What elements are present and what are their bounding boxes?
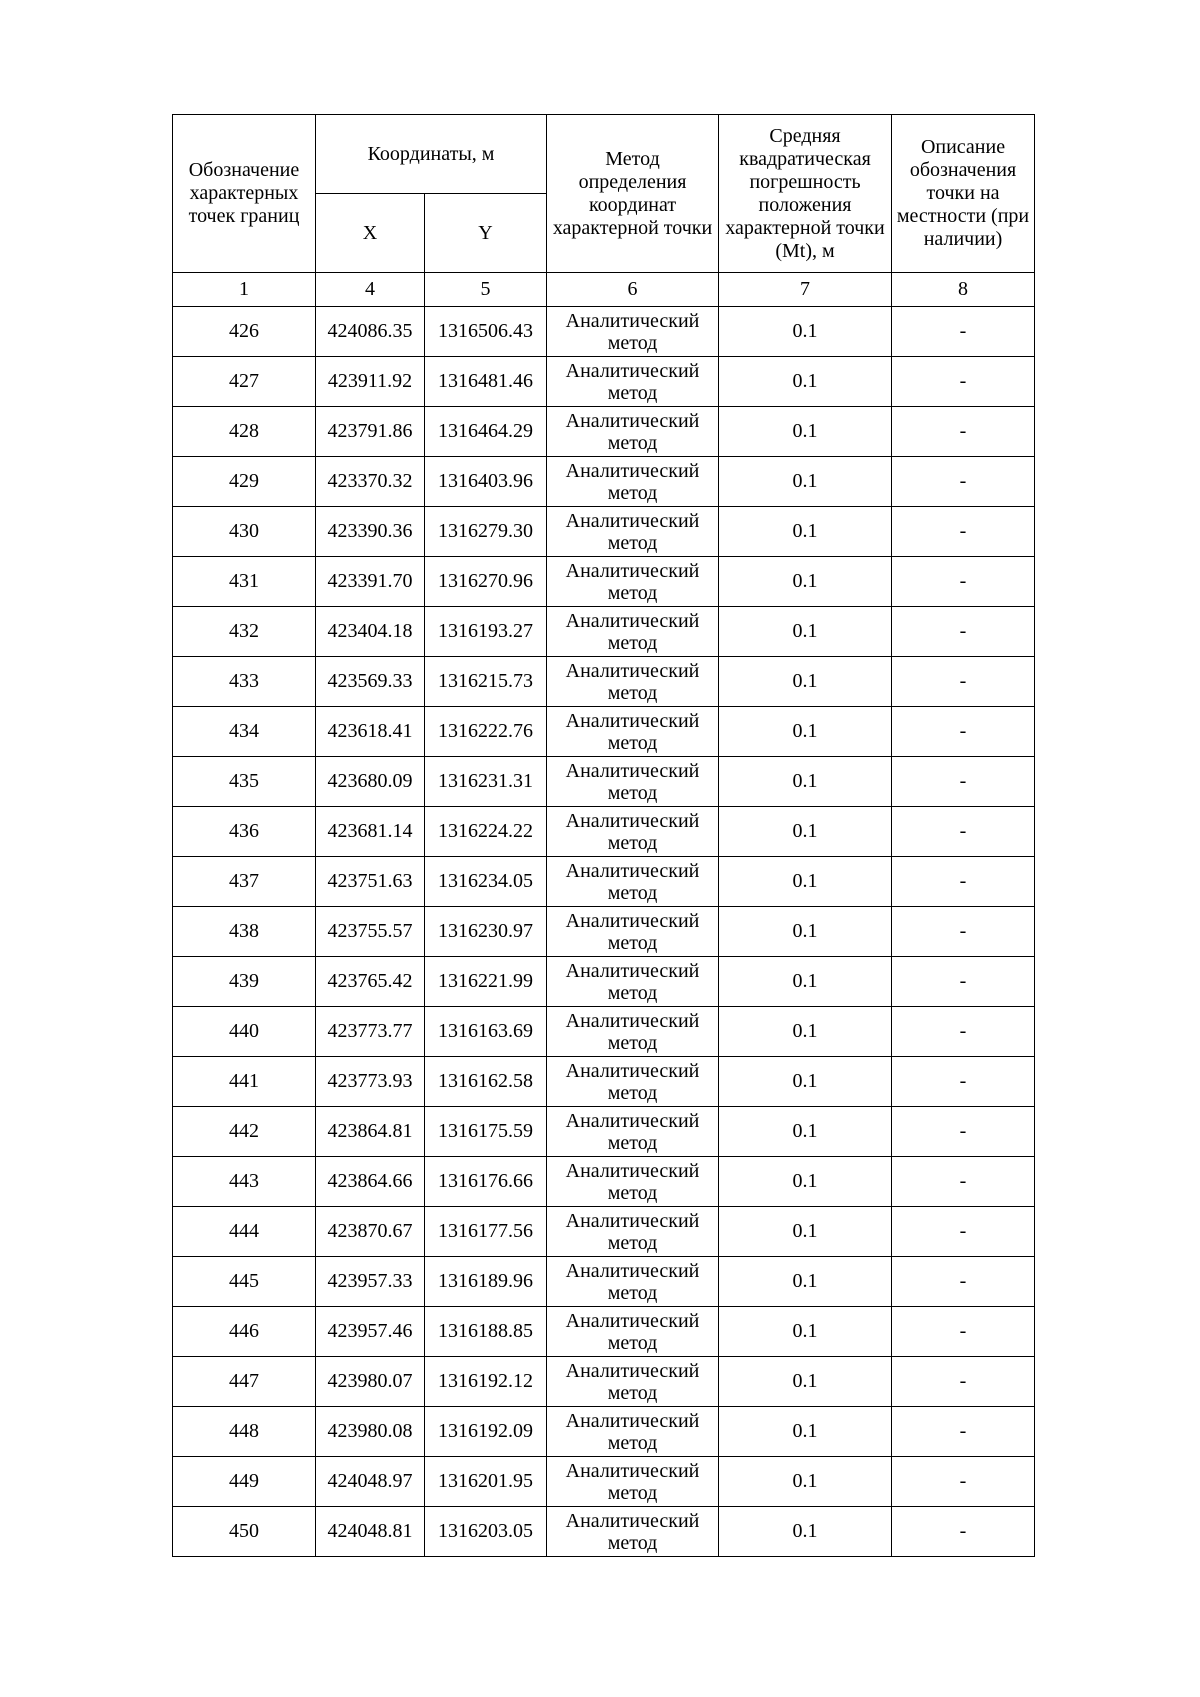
cell-point: 441 <box>173 1057 316 1107</box>
cell-method: Аналитический метод <box>547 1457 719 1507</box>
cell-error: 0.1 <box>719 1107 892 1157</box>
cell-method: Аналитический метод <box>547 657 719 707</box>
table-row <box>173 707 1035 757</box>
table-row <box>173 1407 1035 1457</box>
cell-error: 0.1 <box>719 807 892 857</box>
cell-method: Аналитический метод <box>547 557 719 607</box>
cell-y: 1316221.99 <box>425 957 547 1007</box>
cell-y: 1316224.22 <box>425 807 547 857</box>
cell-description: - <box>892 457 1035 507</box>
cell-error: 0.1 <box>719 357 892 407</box>
cell-description: - <box>892 807 1035 857</box>
cell-description: - <box>892 657 1035 707</box>
cell-x: 423569.33 <box>316 657 425 707</box>
cell-method: Аналитический метод <box>547 1257 719 1307</box>
cell-y: 1316203.05 <box>425 1507 547 1557</box>
cell-method: Аналитический метод <box>547 507 719 557</box>
cell-y: 1316192.12 <box>425 1357 547 1407</box>
cell-method: Аналитический метод <box>547 1157 719 1207</box>
cell-y: 1316481.46 <box>425 357 547 407</box>
cell-x: 423791.86 <box>316 407 425 457</box>
cell-y: 1316192.09 <box>425 1407 547 1457</box>
cell-point: 434 <box>173 707 316 757</box>
cell-x: 423681.14 <box>316 807 425 857</box>
header-mean-error: Средняя квадратическая погрешность положения характерной точки (Mt), м <box>719 115 892 273</box>
cell-point: 438 <box>173 907 316 957</box>
table-row <box>173 507 1035 557</box>
table-row <box>173 657 1035 707</box>
column-number: 7 <box>719 273 892 307</box>
cell-y: 1316279.30 <box>425 507 547 557</box>
table-row <box>173 1107 1035 1157</box>
cell-error: 0.1 <box>719 857 892 907</box>
cell-method: Аналитический метод <box>547 407 719 457</box>
cell-point: 428 <box>173 407 316 457</box>
table-row <box>173 1357 1035 1407</box>
cell-error: 0.1 <box>719 657 892 707</box>
cell-error: 0.1 <box>719 407 892 457</box>
cell-method: Аналитический метод <box>547 1057 719 1107</box>
cell-description: - <box>892 507 1035 557</box>
cell-x: 423404.18 <box>316 607 425 657</box>
cell-error: 0.1 <box>719 757 892 807</box>
cell-error: 0.1 <box>719 1207 892 1257</box>
table-row <box>173 1057 1035 1107</box>
cell-description: - <box>892 1307 1035 1357</box>
column-number: 5 <box>425 273 547 307</box>
cell-x: 424086.35 <box>316 307 425 357</box>
cell-x: 423980.08 <box>316 1407 425 1457</box>
table-row <box>173 607 1035 657</box>
table-row <box>173 807 1035 857</box>
cell-method: Аналитический метод <box>547 307 719 357</box>
cell-error: 0.1 <box>719 707 892 757</box>
header-coordinates: Координаты, м <box>316 115 547 194</box>
table-row <box>173 1507 1035 1557</box>
cell-error: 0.1 <box>719 1157 892 1207</box>
cell-x: 423773.93 <box>316 1057 425 1107</box>
header-point-designation: Обозначение характерных точек границ <box>173 115 316 273</box>
cell-description: - <box>892 907 1035 957</box>
column-number: 4 <box>316 273 425 307</box>
cell-method: Аналитический метод <box>547 957 719 1007</box>
cell-x: 423980.07 <box>316 1357 425 1407</box>
header-x: X <box>316 194 425 273</box>
cell-description: - <box>892 307 1035 357</box>
cell-point: 435 <box>173 757 316 807</box>
cell-error: 0.1 <box>719 1007 892 1057</box>
cell-error: 0.1 <box>719 557 892 607</box>
cell-method: Аналитический метод <box>547 1007 719 1057</box>
cell-x: 423390.36 <box>316 507 425 557</box>
cell-point: 449 <box>173 1457 316 1507</box>
cell-description: - <box>892 557 1035 607</box>
cell-x: 423864.66 <box>316 1157 425 1207</box>
cell-description: - <box>892 1357 1035 1407</box>
cell-x: 423864.81 <box>316 1107 425 1157</box>
cell-x: 423870.67 <box>316 1207 425 1257</box>
table-row <box>173 307 1035 357</box>
cell-error: 0.1 <box>719 1507 892 1557</box>
cell-point: 430 <box>173 507 316 557</box>
cell-description: - <box>892 407 1035 457</box>
cell-point: 426 <box>173 307 316 357</box>
cell-point: 444 <box>173 1207 316 1257</box>
cell-y: 1316234.05 <box>425 857 547 907</box>
cell-point: 429 <box>173 457 316 507</box>
table-row <box>173 857 1035 907</box>
cell-description: - <box>892 857 1035 907</box>
cell-description: - <box>892 957 1035 1007</box>
cell-method: Аналитический метод <box>547 757 719 807</box>
header-method: Метод определения координат характерной точки <box>547 115 719 273</box>
cell-x: 423391.70 <box>316 557 425 607</box>
cell-x: 423911.92 <box>316 357 425 407</box>
cell-x: 423618.41 <box>316 707 425 757</box>
cell-description: - <box>892 757 1035 807</box>
cell-y: 1316188.85 <box>425 1307 547 1357</box>
cell-description: - <box>892 1407 1035 1457</box>
cell-x: 423680.09 <box>316 757 425 807</box>
cell-method: Аналитический метод <box>547 1357 719 1407</box>
cell-method: Аналитический метод <box>547 857 719 907</box>
cell-description: - <box>892 1007 1035 1057</box>
cell-point: 427 <box>173 357 316 407</box>
header-y: Y <box>425 194 547 273</box>
cell-description: - <box>892 1207 1035 1257</box>
cell-y: 1316189.96 <box>425 1257 547 1307</box>
cell-description: - <box>892 1457 1035 1507</box>
cell-point: 437 <box>173 857 316 907</box>
cell-method: Аналитический метод <box>547 357 719 407</box>
cell-error: 0.1 <box>719 607 892 657</box>
table-row <box>173 407 1035 457</box>
cell-description: - <box>892 1057 1035 1107</box>
cell-description: - <box>892 707 1035 757</box>
cell-error: 0.1 <box>719 957 892 1007</box>
cell-x: 423957.46 <box>316 1307 425 1357</box>
cell-y: 1316177.56 <box>425 1207 547 1257</box>
table-row <box>173 1307 1035 1357</box>
cell-y: 1316506.43 <box>425 307 547 357</box>
table-row <box>173 907 1035 957</box>
cell-point: 439 <box>173 957 316 1007</box>
cell-x: 423755.57 <box>316 907 425 957</box>
cell-y: 1316230.97 <box>425 907 547 957</box>
table-body <box>173 307 1035 1557</box>
column-number: 6 <box>547 273 719 307</box>
cell-method: Аналитический метод <box>547 457 719 507</box>
cell-y: 1316215.73 <box>425 657 547 707</box>
cell-point: 442 <box>173 1107 316 1157</box>
cell-y: 1316231.31 <box>425 757 547 807</box>
table-row <box>173 757 1035 807</box>
cell-error: 0.1 <box>719 1257 892 1307</box>
table-row <box>173 1207 1035 1257</box>
cell-point: 448 <box>173 1407 316 1457</box>
table-row <box>173 1007 1035 1057</box>
cell-error: 0.1 <box>719 457 892 507</box>
cell-method: Аналитический метод <box>547 1407 719 1457</box>
cell-method: Аналитический метод <box>547 1307 719 1357</box>
cell-y: 1316175.59 <box>425 1107 547 1157</box>
cell-point: 440 <box>173 1007 316 1057</box>
table-row <box>173 557 1035 607</box>
table-row <box>173 1457 1035 1507</box>
cell-error: 0.1 <box>719 1057 892 1107</box>
cell-y: 1316270.96 <box>425 557 547 607</box>
cell-error: 0.1 <box>719 307 892 357</box>
cell-method: Аналитический метод <box>547 1107 719 1157</box>
cell-point: 433 <box>173 657 316 707</box>
cell-method: Аналитический метод <box>547 1207 719 1257</box>
cell-y: 1316222.76 <box>425 707 547 757</box>
cell-method: Аналитический метод <box>547 807 719 857</box>
cell-description: - <box>892 1157 1035 1207</box>
table-row <box>173 957 1035 1007</box>
column-number: 8 <box>892 273 1035 307</box>
cell-y: 1316193.27 <box>425 607 547 657</box>
table-row <box>173 457 1035 507</box>
cell-x: 424048.81 <box>316 1507 425 1557</box>
column-number: 1 <box>173 273 316 307</box>
cell-x: 423765.42 <box>316 957 425 1007</box>
cell-description: - <box>892 1107 1035 1157</box>
cell-y: 1316162.58 <box>425 1057 547 1107</box>
cell-point: 450 <box>173 1507 316 1557</box>
cell-method: Аналитический метод <box>547 907 719 957</box>
cell-point: 431 <box>173 557 316 607</box>
cell-method: Аналитический метод <box>547 607 719 657</box>
cell-y: 1316176.66 <box>425 1157 547 1207</box>
coordinates-table <box>172 114 1035 1557</box>
cell-error: 0.1 <box>719 507 892 557</box>
cell-x: 423957.33 <box>316 1257 425 1307</box>
cell-point: 432 <box>173 607 316 657</box>
cell-description: - <box>892 607 1035 657</box>
cell-x: 424048.97 <box>316 1457 425 1507</box>
table-row <box>173 1157 1035 1207</box>
cell-error: 0.1 <box>719 1357 892 1407</box>
cell-error: 0.1 <box>719 907 892 957</box>
cell-method: Аналитический метод <box>547 707 719 757</box>
cell-y: 1316403.96 <box>425 457 547 507</box>
cell-point: 447 <box>173 1357 316 1407</box>
cell-point: 446 <box>173 1307 316 1357</box>
header-description: Описание обозначения точки на местности (при наличии) <box>892 115 1035 273</box>
cell-point: 443 <box>173 1157 316 1207</box>
cell-y: 1316163.69 <box>425 1007 547 1057</box>
table-row <box>173 1257 1035 1307</box>
cell-error: 0.1 <box>719 1307 892 1357</box>
cell-description: - <box>892 357 1035 407</box>
table-row <box>173 357 1035 407</box>
cell-y: 1316201.95 <box>425 1457 547 1507</box>
cell-error: 0.1 <box>719 1407 892 1457</box>
cell-method: Аналитический метод <box>547 1507 719 1557</box>
cell-description: - <box>892 1507 1035 1557</box>
cell-x: 423370.32 <box>316 457 425 507</box>
cell-error: 0.1 <box>719 1457 892 1507</box>
cell-x: 423751.63 <box>316 857 425 907</box>
cell-y: 1316464.29 <box>425 407 547 457</box>
cell-x: 423773.77 <box>316 1007 425 1057</box>
cell-point: 445 <box>173 1257 316 1307</box>
cell-description: - <box>892 1257 1035 1307</box>
cell-point: 436 <box>173 807 316 857</box>
